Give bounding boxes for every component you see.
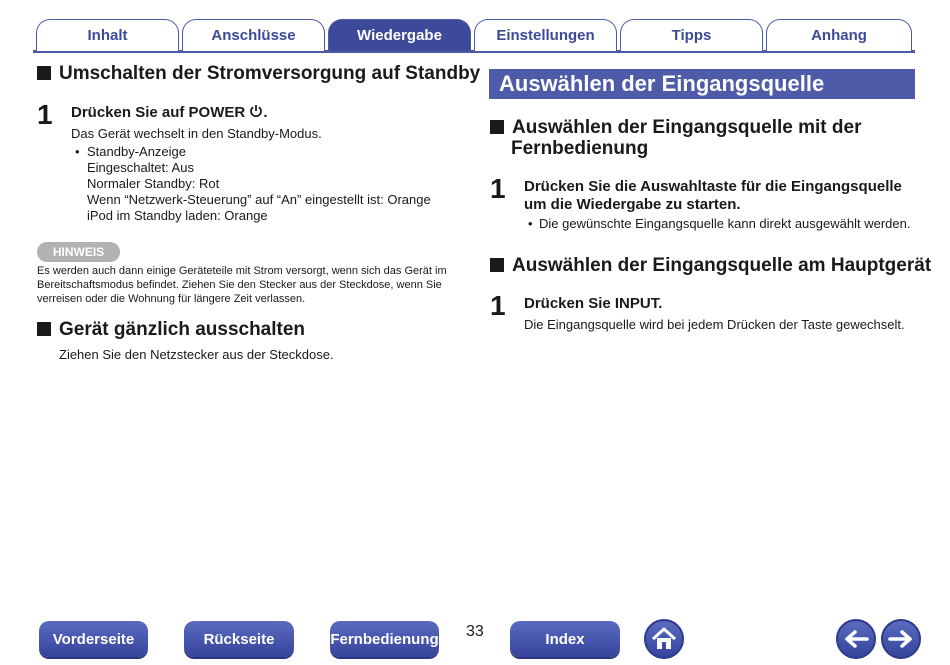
standby-heading-text: Umschalten der Stromversorgung auf Standby: [59, 63, 481, 84]
hinweis-line: Es werden auch dann einige Geräteteile mit Strom versorgt, wenn sich das Gerät im: [37, 265, 447, 277]
bullet-line: Eingeschaltet: Aus: [87, 160, 194, 175]
bullet-marker: •: [528, 216, 533, 231]
remote-control-button[interactable]: Fernbedienung: [330, 621, 439, 657]
previous-page-button[interactable]: [836, 619, 876, 659]
remote-heading-line2: Fernbedienung: [511, 138, 649, 159]
tab-label: Einstellungen: [496, 27, 595, 44]
tab-inhalt[interactable]: [36, 19, 179, 51]
hinweis-line: Bereitschaftsmodus befindet. Ziehen Sie den Stecker aus der Steckdose, wenn Sie: [37, 279, 442, 291]
bullet-line: Die gewünschte Eingangsquelle kann direkt ausgewählt werden.: [539, 216, 911, 231]
tab-label: Anhang: [811, 27, 867, 44]
bullet-line: Normaler Standby: Rot: [87, 176, 220, 191]
heading-square-icon: [490, 120, 504, 134]
remote-heading: [490, 117, 861, 138]
step-title: Drücken Sie die Auswahltaste für die Eingangsquelle: [524, 178, 902, 195]
tab-label: Anschlüsse: [211, 27, 296, 44]
remote-heading-text: Auswählen der Eingangsquelle mit der: [512, 117, 862, 138]
off-text: Ziehen Sie den Netzstecker aus der Steckdose.: [59, 347, 334, 362]
bullet-line: iPod im Standby laden: Orange: [87, 208, 268, 223]
next-page-button[interactable]: [881, 619, 921, 659]
tab-tipps[interactable]: [620, 19, 763, 51]
heading-square-icon: [490, 258, 504, 272]
power-icon: [249, 104, 263, 118]
main-unit-heading: [490, 255, 931, 276]
step-text: Die Eingangsquelle wird bei jedem Drücken der Taste gewechselt.: [524, 317, 905, 332]
index-button[interactable]: Index: [510, 621, 620, 657]
off-heading-text: Gerät gänzlich ausschalten: [59, 319, 306, 340]
step-number: 1: [37, 99, 53, 130]
main-unit-heading-text: Auswählen der Eingangsquelle am Hauptgerät: [512, 255, 932, 276]
step-title-period: .: [263, 104, 268, 121]
page-number: 33: [466, 623, 484, 640]
step-number: 1: [490, 173, 506, 204]
off-heading: [37, 319, 305, 340]
step-number: 1: [490, 290, 506, 321]
bullet-line: Wenn “Netzwerk-Steuerung” auf “An” eingestellt ist: Orange: [87, 192, 431, 207]
bullet-marker: •: [75, 144, 80, 159]
home-icon: [651, 627, 677, 651]
tab-einstellungen[interactable]: [474, 19, 617, 51]
front-panel-button[interactable]: Vorderseite: [39, 621, 148, 657]
step-text: Das Gerät wechselt in den Standby-Modus.: [71, 126, 322, 141]
step-title-line2: um die Wiedergabe zu starten.: [524, 196, 741, 213]
step-title-text: Drücken Sie auf POWER: [71, 104, 246, 121]
step-title: Drücken Sie INPUT.: [524, 295, 663, 312]
hinweis-line: verreisen oder die Wohnung für längere Zeit verlassen.: [37, 293, 306, 305]
tab-label: Inhalt: [87, 27, 128, 44]
tab-wiedergabe[interactable]: [328, 19, 471, 51]
home-button[interactable]: [644, 619, 684, 659]
arrow-right-icon: [888, 629, 914, 649]
rear-panel-button[interactable]: Rückseite: [184, 621, 294, 657]
heading-square-icon: [37, 66, 51, 80]
heading-square-icon: [37, 322, 51, 336]
section-banner: Auswählen der Eingangsquelle: [489, 69, 915, 99]
arrow-left-icon: [843, 629, 869, 649]
tab-anschluesse[interactable]: [182, 19, 325, 51]
standby-heading: [37, 63, 480, 84]
bullet-label: Standby-Anzeige: [87, 144, 187, 159]
step-title: [71, 104, 268, 122]
tab-label: Wiedergabe: [357, 27, 442, 44]
tab-anhang[interactable]: [766, 19, 912, 51]
hinweis-badge: HINWEIS: [37, 242, 120, 262]
tab-label: Tipps: [671, 27, 712, 44]
